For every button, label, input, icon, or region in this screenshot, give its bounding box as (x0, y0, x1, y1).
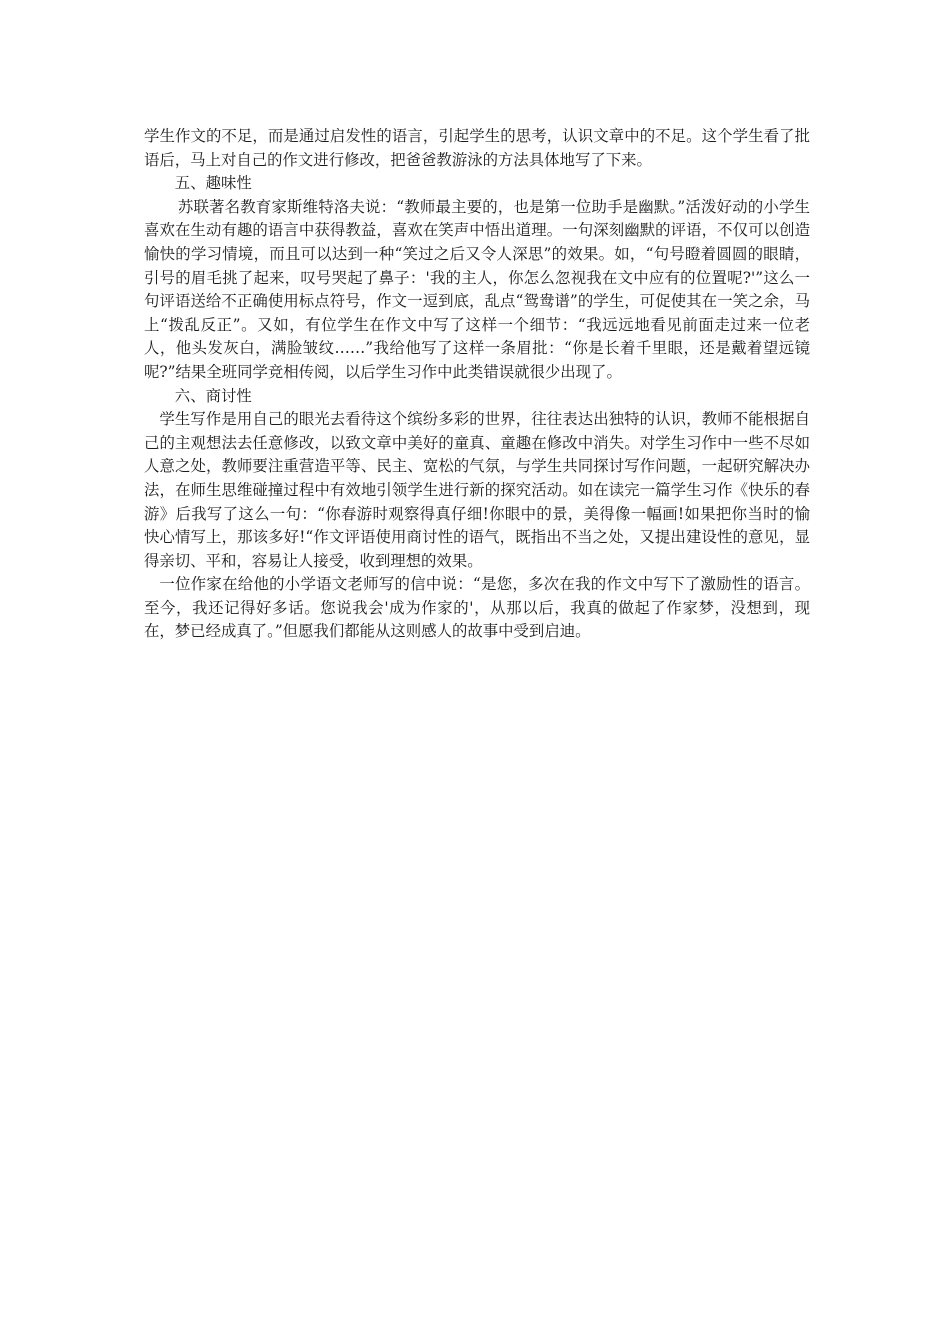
paragraph-humor: 苏联著名教育家斯维特洛夫说：“教师最主要的，也是第一位助手是幽默。”活泼好动的小学生喜欢在生动有趣的语言中获得教益，喜欢在笑声中悟出道理。一句深刻幽默的评语，不仅可以创造愉快的学习情境，而且可以达到一种“笑过之后又令人深思”的效果。如，“句号瞪着圆圆的眼睛，引号的眉毛挑了起来，叹号哭起了鼻子：'我的主人，你怎么忽视我在文中应有的位置呢?'”这么一句评语送给不正确使用标点符号，作文一逗到底，乱点“鸳鸯谱”的学生，可促使其在一笑之余，马上“拨乱反正”。又如，有位学生在作文中写了这样一个细节：“我远远地看见前面走过来一位老人，他头发灰白，满脸皱纹……”我给他写了这样一条眉批：“你是长着千里眼，还是戴着望远镜呢?”结果全班同学竞相传阅，以后学生习作中此类错误就很少出现了。 (144, 197, 810, 381)
section-heading-interest: 五、趣味性 (174, 174, 252, 193)
paragraph-closing: 一位作家在给他的小学语文老师写的信中说：“是您，多次在我的作文中写下了激励性的语言。至今，我还记得好多话。您说我会'成为作家的'，从那以后，我真的做起了作家梦，没想到，现在，梦已经成真了。”但愿我们都能从这则感人的故事中受到启迪。 (144, 575, 810, 641)
paragraph-discussion: 学生写作是用自己的眼光去看待这个缤纷多彩的世界，往往表达出独特的认识，教师不能根据自己的主观想法去任意修改，以致文章中美好的童真、童趣在修改中消失。对学生习作中一些不尽如人意之处，教师要注重营造平等、民主、宽松的气氛，与学生共同探讨写作问题，一起研究解决办法，在师生思维碰撞过程中有效地引领学生进行新的探究活动。如在读完一篇学生习作《快乐的春游》后我写了这么一句：“你春游时观察得真仔细!你眼中的景，美得像一幅画!如果把你当时的愉快心情写上，那该多好!“作文评语使用商讨性的语气，既指出不当之处，又提出建设性的意见，显得亲切、平和，容易让人接受，收到理想的效果。 (144, 410, 810, 570)
paragraph-continuation: 学生作文的不足，而是通过启发性的语言，引起学生的思考，认识文章中的不足。这个学生看了批语后，马上对自己的作文进行修改，把爸爸教游泳的方法具体地写了下来。 (144, 127, 810, 169)
document-body (144, 125, 810, 644)
section-heading-discussion: 六、商讨性 (174, 386, 252, 405)
